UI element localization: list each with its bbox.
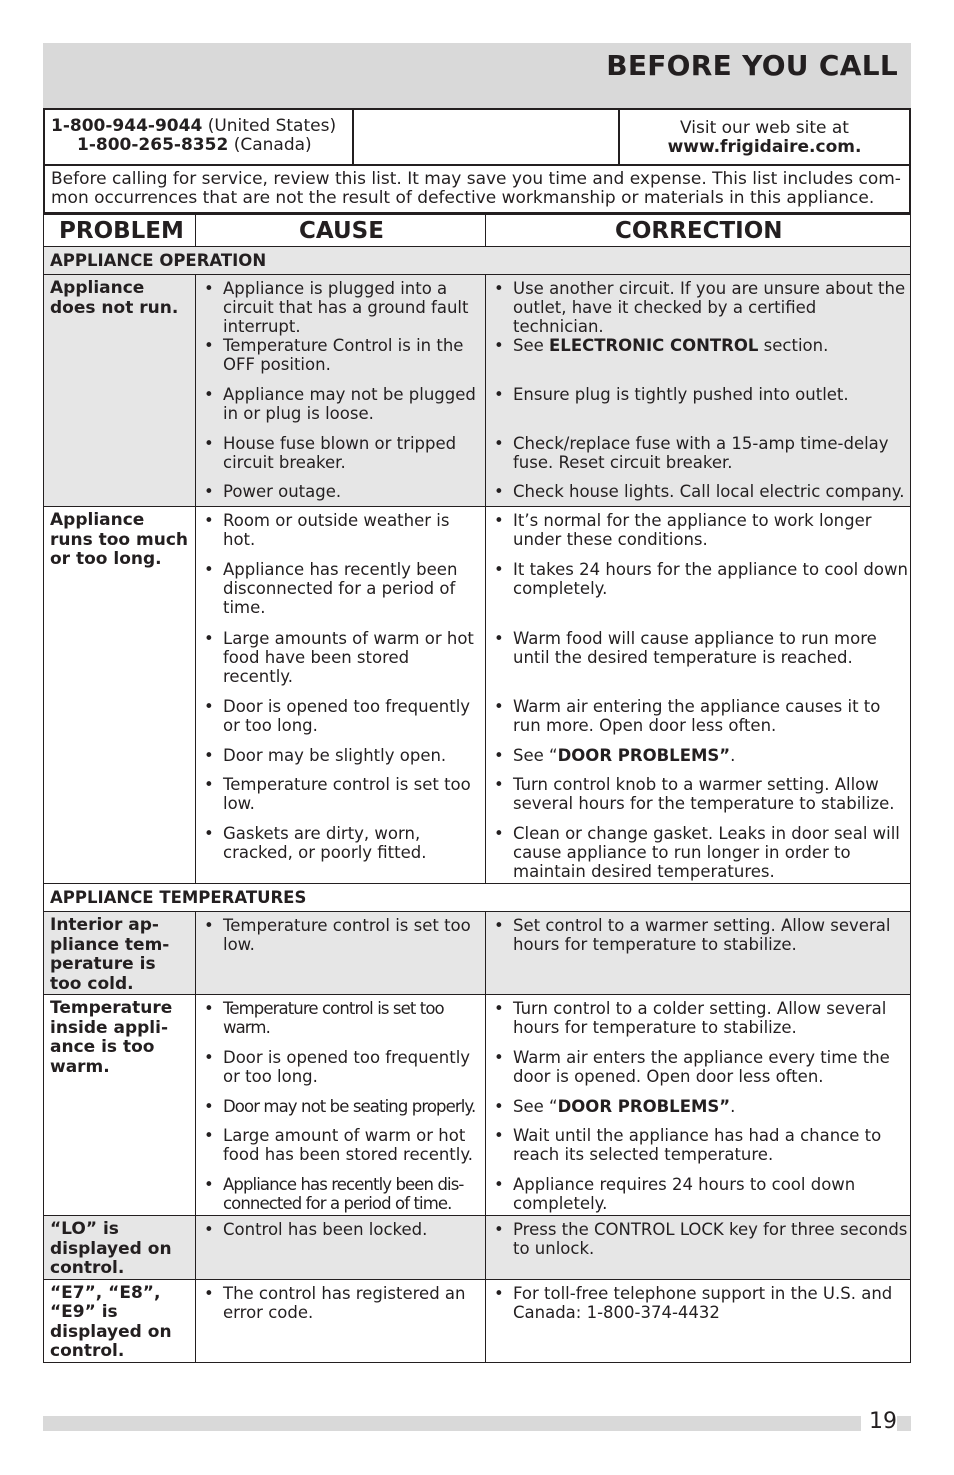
correction-item [492,279,908,336]
cause-item [202,775,483,824]
cause-text: Appliance is plugged into a circuit that has a ground fault interrupt. [223,279,469,336]
page-number: 19 [861,1409,897,1435]
cause-cell [196,507,486,884]
bullet-icon: • [494,1175,504,1194]
correction-cell [486,275,911,507]
table-row [44,275,911,507]
cause-item [202,1126,483,1175]
table-body [44,247,911,1363]
phone-ca: 1-800-265-8352 [77,135,229,155]
correction-item [492,560,908,629]
cause-item [202,482,483,504]
table-row [44,912,911,995]
bullet-icon: • [204,482,214,501]
correction-item [492,1220,908,1258]
bullet-icon: • [204,746,214,765]
table-row [44,1216,911,1280]
cause-text: The control has registered an error code. [223,1283,466,1322]
cause-item [202,824,483,870]
header-bar [43,43,911,108]
correction-item [492,336,908,385]
cause-cell [196,912,486,995]
cause-text: Door may be slightly open. [223,746,447,765]
correction-text: See ELECTRONIC CONTROL section. [513,336,829,355]
bullet-icon: • [204,1126,214,1145]
cause-item [202,511,483,560]
cause-text: Large amount of warm or hot food has been stored recently. [223,1126,474,1164]
phone-us-label: (United States) [207,116,337,136]
page-title: BEFORE YOU CALL [606,49,898,82]
correction-item [492,697,908,746]
cause-item [202,1097,483,1126]
cause-cell [196,1279,486,1362]
cause-text: Appliance may not be plugged in or plug is loose. [223,385,476,423]
correction-text: Check house lights. Call local electric company. [513,482,905,501]
cause-item [202,1284,483,1322]
cause-item [202,560,483,629]
correction-text: Warm food will cause appliance to run more until the desired temperature is reached. [513,629,877,667]
correction-cell [486,912,911,995]
correction-item [492,434,908,482]
bullet-icon: • [494,697,504,716]
correction-text: Turn control knob to a warmer setting. Allow several hours for the temperature to stabilize. [513,775,895,813]
bullet-icon: • [494,279,504,298]
cause-text: Large amounts of warm or hot food have been stored recently. [223,629,474,686]
bullet-icon: • [204,560,214,579]
cause-text: Power outage. [223,482,342,501]
bullet-icon: • [494,1283,504,1303]
column-header-problem: PROBLEM [44,215,196,247]
cause-text: House fuse blown or tripped circuit breaker. [223,434,457,472]
website-url[interactable]: www.frigidaire.com. [667,137,862,157]
correction-item [492,1126,908,1175]
bullet-icon: • [494,385,504,404]
phone-ca-label: (Canada) [233,135,312,155]
bullet-icon: • [494,824,504,843]
bullet-icon: • [494,1126,504,1145]
correction-cell [486,995,911,1216]
cause-item [202,336,483,385]
cause-item [202,999,483,1048]
cause-item [202,385,483,434]
problem-cell: Interior ap-pliance tem-perature is too cold. [44,912,196,995]
correction-text: See “DOOR PROBLEMS”. [513,746,736,765]
cause-text: Gaskets are dirty, worn, cracked, or poorly fitted. [223,824,427,862]
correction-text: Ensure plug is tightly pushed into outlet. [513,385,849,404]
bullet-icon: • [204,1220,214,1239]
cause-item [202,746,483,775]
cause-cell [196,1216,486,1280]
bullet-icon: • [204,1283,214,1303]
cause-item [202,1048,483,1097]
bullet-icon: • [204,1048,214,1067]
correction-text: See “DOOR PROBLEMS”. [513,1097,736,1116]
problem-cell: “LO” is displayed on control. [44,1216,196,1280]
problem-cell: Temperature inside appli-ance is too warm. [44,995,196,1216]
problem-cell: Appliance runs too much or too long. [44,507,196,884]
correction-item [492,916,908,954]
bullet-icon: • [494,434,504,453]
bullet-icon: • [494,775,504,794]
cause-text: Temperature control is set too low. [223,775,471,813]
column-header-correction: CORRECTION [486,215,911,247]
bullet-icon: • [204,999,214,1018]
correction-item [492,746,908,775]
bullet-icon: • [494,1220,504,1239]
cause-cell [196,995,486,1216]
correction-cell [486,507,911,884]
cause-text: Temperature Control is in the OFF position. [223,336,464,374]
bullet-icon: • [204,279,214,298]
table-row [44,995,911,1216]
correction-item [492,1175,908,1213]
correction-text: It’s normal for the appliance to work longer under these conditions. [513,511,872,549]
bullet-icon: • [204,385,214,404]
bullet-icon: • [204,1175,214,1194]
table-row [44,1279,911,1362]
cause-item [202,1220,483,1239]
cause-text: Door is opened too frequently or too long. [223,697,471,735]
correction-item [492,1097,908,1126]
cause-item [202,697,483,746]
bullet-icon: • [204,697,214,716]
cause-item [202,279,483,336]
column-header-cause: CAUSE [196,215,486,247]
correction-item [492,1284,908,1322]
bullet-icon: • [494,746,504,765]
contact-row [43,108,911,166]
correction-text: Check/replace fuse with a 15-amp time-delay fuse. Reset circuit breaker. [513,434,889,472]
cause-text: Control has been locked. [223,1220,428,1239]
bullet-icon: • [494,482,504,501]
bullet-icon: • [494,999,504,1018]
correction-text: Appliance requires 24 hours to cool down completely. [513,1175,856,1213]
correction-text: Set control to a warmer setting. Allow several hours for temperature to stabilize. [513,916,891,954]
correction-item [492,775,908,824]
correction-text: Use another circuit. If you are unsure about the outlet, have it checked by a certified technician. [513,279,906,336]
correction-item [492,482,908,504]
correction-cell [486,1216,911,1280]
website-line1: Visit our web site at [680,118,849,138]
correction-item [492,1048,908,1097]
correction-text: Wait until the appliance has had a chance to reach its selected temperature. [513,1126,882,1164]
table-row [44,507,911,884]
correction-text: Clean or change gasket. Leaks in door seal will cause appliance to run longer in order to maintain desired temperatures. [513,824,900,881]
bullet-icon: • [204,1097,214,1116]
cause-text: Appliance has recently been dis-connected for a period of time. [223,1175,464,1213]
correction-text: Warm air entering the appliance causes it to run more. Open door less often. [513,697,881,735]
cause-text: Temperature control is set too low. [223,916,471,954]
cause-item [202,434,483,482]
cause-item [202,629,483,697]
cause-item [202,916,483,954]
bullet-icon: • [494,1048,504,1067]
troubleshooting-table [43,214,911,1363]
website-box [618,108,911,166]
correction-item [492,385,908,434]
bullet-icon: • [204,775,214,794]
contact-spacer-box [352,108,620,166]
correction-cell [486,1279,911,1362]
phone-us: 1-800-944-9044 [51,116,203,136]
correction-text: For toll-free telephone support in the U.S. and Canada: 1-800-374-4432 [513,1283,893,1322]
bullet-icon: • [204,824,214,843]
table-header-row [44,215,911,247]
phone-us-line [51,117,352,136]
section-header-row [44,884,911,912]
bullet-icon: • [204,434,214,453]
cause-text: Door may not be seating properly. [223,1097,476,1116]
problem-cell: Appliance does not run. [44,275,196,507]
bullet-icon: • [204,511,214,530]
cause-text: Door is opened too frequently or too long. [223,1048,471,1086]
section-title: APPLIANCE TEMPERATURES [44,884,911,912]
bullet-icon: • [494,629,504,648]
correction-item [492,629,908,697]
phone-ca-line [51,136,352,155]
bullet-icon: • [494,916,504,935]
bullet-icon: • [204,336,214,355]
bullet-icon: • [204,916,214,935]
cause-text: Room or outside weather is hot. [223,511,450,549]
correction-item [492,824,908,881]
intro-text: Before calling for service, review this list. It may save you time and expense. This list includes com-mon occurrences that are not the result of defective workmanship or materials in this appliance. [43,166,911,214]
cause-text: Temperature control is set too warm. [223,999,444,1037]
correction-item [492,511,908,560]
correction-text: It takes 24 hours for the appliance to cool down completely. [513,560,908,598]
cause-cell [196,275,486,507]
phone-numbers-box [43,108,354,166]
bullet-icon: • [494,1097,504,1116]
footer-bar [43,1416,911,1431]
cause-text: Appliance has recently been disconnected for a period of time. [223,560,458,617]
section-header-row [44,247,911,275]
cause-item [202,1175,483,1213]
correction-text: Turn control to a colder setting. Allow several hours for temperature to stabilize. [513,999,887,1037]
correction-text: Press the CONTROL LOCK key for three seconds to unlock. [513,1220,908,1258]
section-title: APPLIANCE OPERATION [44,247,911,275]
bullet-icon: • [494,511,504,530]
bullet-icon: • [494,560,504,579]
bullet-icon: • [494,336,504,355]
correction-text: Warm air enters the appliance every time the door is opened. Open door less often. [513,1048,890,1086]
correction-item [492,999,908,1048]
bullet-icon: • [204,629,214,648]
problem-cell: “E7”, “E8”, “E9” is displayed on control. [44,1279,196,1362]
